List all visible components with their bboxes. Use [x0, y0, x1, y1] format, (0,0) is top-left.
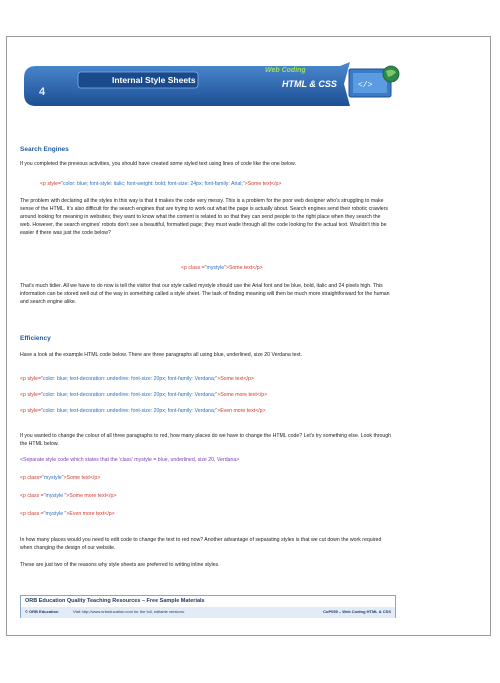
question-paragraph: If you wanted to change the colour of all three paragraphs to red, how many places do we have to change the HTML code? Let's try something else. Look through the HTML below.: [20, 433, 392, 447]
class-line-1: [20, 474, 100, 482]
footer-visit-link[interactable]: Visit http://www.orbeducation.com for the full, editable versions.: [73, 609, 185, 614]
code-style-value: "color: blue; font-style: italic; font-weight: bold; font-size: 24px; font-family: Arial;": [61, 181, 245, 187]
code-tag-close: >Some text</p>: [225, 265, 263, 271]
class-line-3: [20, 510, 115, 518]
code-tag-close: >Even more text</p>: [217, 408, 266, 414]
problem-paragraph: The problem with declaring all the styles in this way is that it makes the code very messy. This is a problem for the poor web designer who's struggling to make sense of the HTML. It's also difficult for the search engines that are trying to work out what the page is actually about. Search engines send their robotic crawlers around looking for meaning in websites; they want to know what the content is related to so that they can send people to the right place when they search the web. However, the search engines' robots don't see a beautiful, formatted page; they must wade through all the code looking for the actual text. Wouldn't this be easier if there was just the code below?: [20, 198, 388, 236]
code-tag-open: <p style=: [20, 376, 42, 382]
closing-paragraph: These are just two of the reasons why style sheets are preferred to writing inline styles.: [20, 562, 220, 568]
code-example-class: [181, 264, 263, 272]
tidier-paragraph: That's much tidier. All we have to do now is tell the visitor that our style called mystyle should use the Arial font and be blue, bold, italic and 24 pixels high. This information can be stored well out of the way in something called a style sheet. The task of finding meaning will then be much more straightforward for the human and search engine alike.: [20, 283, 390, 305]
code-line-1: [20, 375, 254, 383]
code-style-value: "color: blue; text-decoration: underline; font-size: 20px; font-family: Verdana;": [41, 392, 218, 398]
chapter-number: 4: [38, 86, 46, 98]
page-footer: [20, 595, 396, 618]
code-line-3: [20, 407, 266, 415]
code-tag-close: >Some text</p>: [217, 376, 254, 382]
code-tag-open: <p class =: [181, 265, 205, 271]
footer-title: ORB Education Quality Teaching Resources – Free Sample Materials: [25, 598, 205, 604]
code-tag-close: >Some more text</p>: [66, 493, 117, 499]
class-line-2: [20, 492, 116, 500]
code-tag-close: >Some more text</p>: [217, 392, 268, 398]
code-tag-open: <p style=: [20, 392, 42, 398]
heading-efficiency: Efficiency: [20, 335, 51, 342]
course-title: HTML & CSS: [282, 79, 337, 89]
separate-style-comment: <Separate style code which states that the 'class' mystyle = blue, underlined, size 20, Verdana>: [20, 457, 240, 463]
code-tag-close: >Some text</p>: [63, 475, 101, 481]
footer-copyright: © ORB Education: [25, 609, 59, 614]
code-class-value: "mystyle ": [43, 511, 67, 517]
code-tag-open: <p class =: [20, 511, 44, 517]
code-tag-open: <p style=: [20, 408, 42, 414]
code-style-value: "color: blue; text-decoration: underline; font-size: 20px; font-family: Verdana;": [41, 376, 218, 382]
efficiency-intro: Have a look at the example HTML code below. There are three paragraphs all using blue, underlined, size 20 Verdana text.: [20, 352, 303, 358]
code-line-2: [20, 391, 267, 399]
series-subtitle: Web Coding: [265, 67, 306, 74]
code-tag-open: <p style=: [40, 181, 62, 187]
code-class-value: "mystyle ": [43, 493, 67, 499]
chapter-title: Internal Style Sheets: [112, 75, 196, 85]
code-monitor-globe-icon: [348, 65, 400, 99]
code-example-inline-style: [40, 180, 281, 188]
code-class-value: "mystyle": [204, 265, 226, 271]
code-style-value: "color: blue; text-decoration: underline; font-size: 20px; font-family: Verdana;": [41, 408, 218, 414]
code-tag-open: <p class =: [20, 493, 44, 499]
footer-product-code: CoP055 – Web Coding HTML & CSS: [323, 609, 391, 614]
code-class-value: "mystyle": [42, 475, 64, 481]
heading-search-engines: Search Engines: [20, 146, 69, 153]
code-tag-close: >Even more text</p>: [66, 511, 115, 517]
code-tag-open: <p class=: [20, 475, 43, 481]
svg-text:</>: </>: [358, 81, 373, 90]
code-tag-close: >Some text</p>: [244, 181, 282, 187]
edit-paragraph: In how many places would you need to edit code to change the text to red now? Another advantage of separating styles is that we cut down the work required when changing the design of our website.: [20, 537, 382, 551]
intro-paragraph: If you completed the previous activities, you should have created some styled text using lines of code like the one below.: [20, 161, 296, 167]
